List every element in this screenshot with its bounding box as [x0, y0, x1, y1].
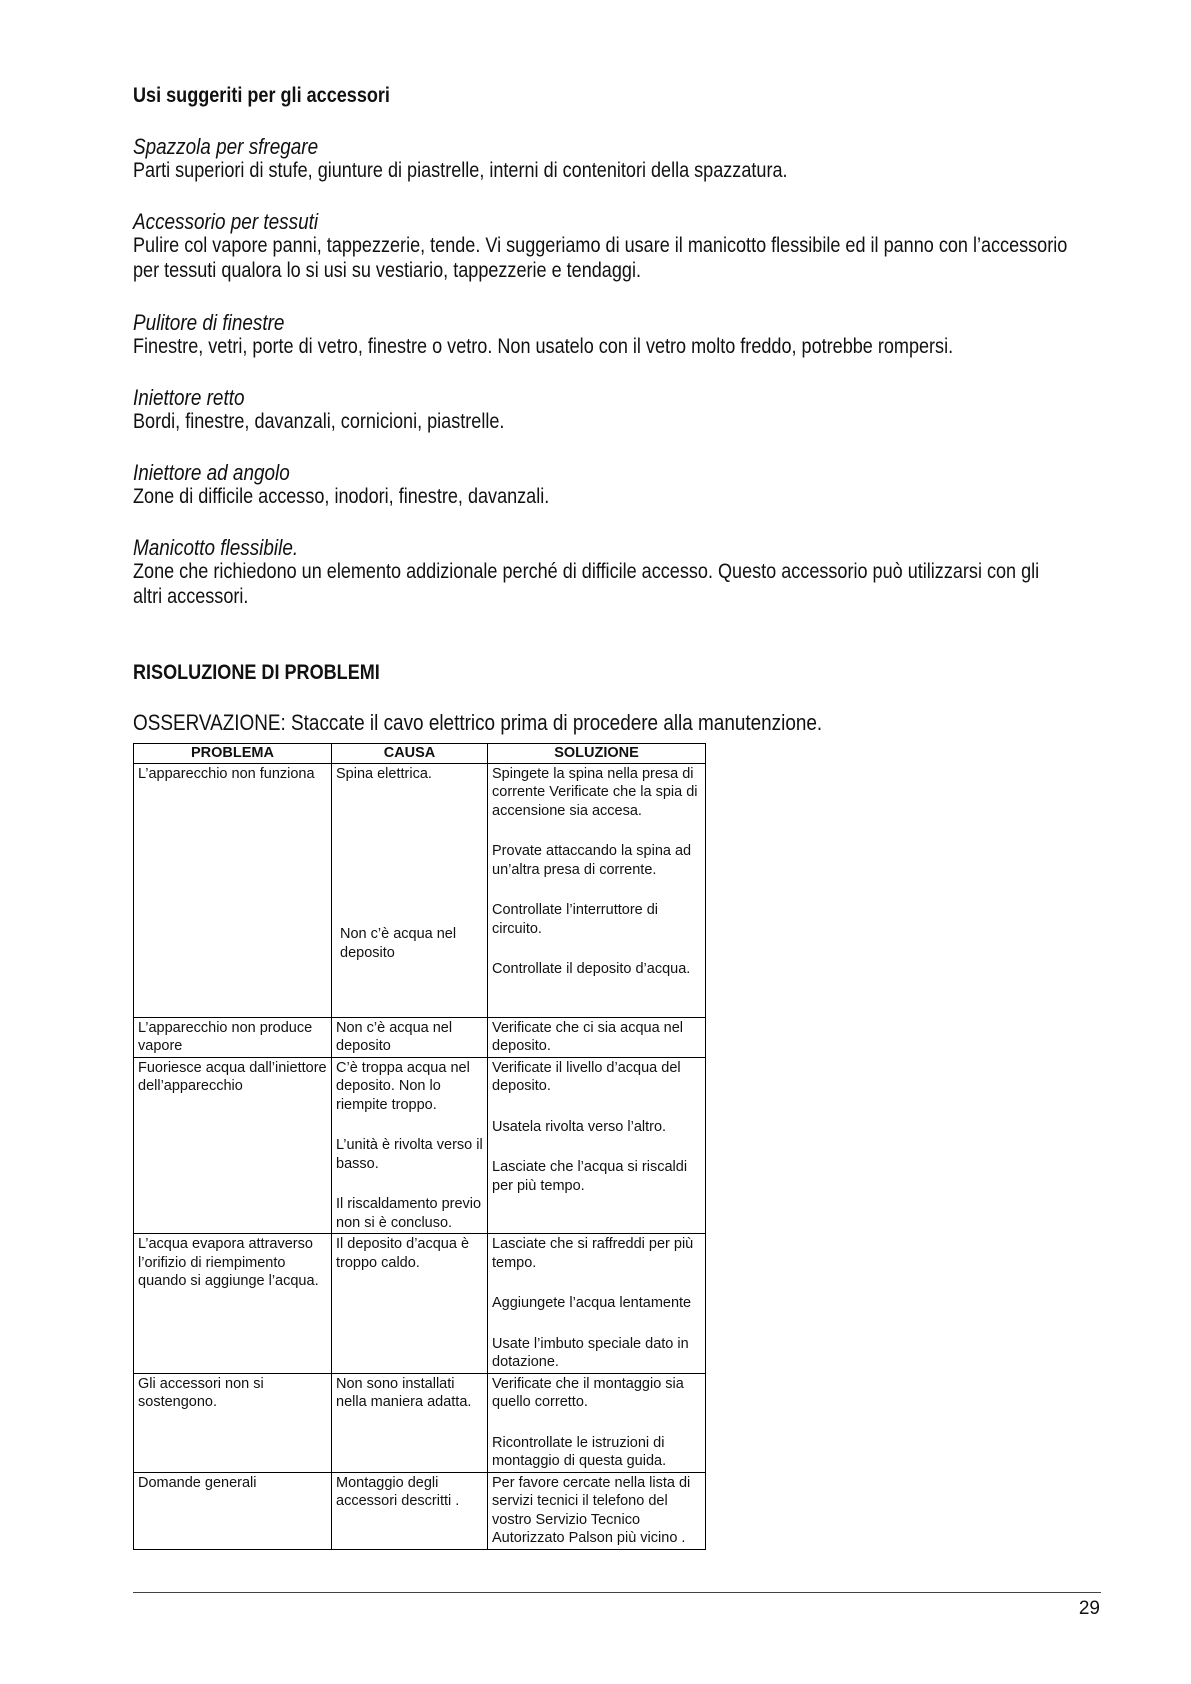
problem-cell: [134, 1234, 332, 1374]
problem-text: L’acqua evapora attraverso l’orifizio di riempimento quando si aggiunge l’acqua.: [138, 1236, 319, 1289]
problem-text: Fuoriesce acqua dall’iniettore dell’apparecchio: [138, 1059, 327, 1094]
section-body: [133, 559, 1039, 609]
solution-cell: [488, 763, 706, 1017]
footer-rule: [133, 1592, 1101, 1593]
solution-text: Spingete la spina nella presa di corrente Verificate che la spia di accensione sia accesa.: [492, 765, 698, 819]
section-line: Zone di difficile accesso, inodori, finestre, davanzali.: [133, 485, 550, 508]
header-solution: SOLUZIONE: [488, 744, 706, 764]
solution-cell: [488, 1472, 706, 1549]
cause-text: L’unità è rivolta verso il basso.: [336, 1137, 483, 1172]
table-row: [134, 1373, 706, 1472]
problem-cell: [134, 1057, 332, 1234]
cause-text: Non sono installati nella maniera adatta.: [336, 1375, 472, 1410]
table-row: [134, 763, 706, 1017]
table-row: [134, 1472, 706, 1549]
cause-text: Non c’è acqua nel deposito: [340, 926, 457, 961]
cause-cell: [332, 1373, 488, 1472]
solution-text: Aggiungete l’acqua lentamente: [492, 1295, 692, 1311]
problem-text: L’apparecchio non produce vapore: [138, 1019, 313, 1054]
problem-cell: [134, 1373, 332, 1472]
solution-cell: [488, 1373, 706, 1472]
table-row: [134, 1234, 706, 1374]
cause-text: Non c’è acqua nel deposito: [336, 1019, 453, 1054]
cause-text: C’è troppa acqua nel deposito. Non lo riempite troppo.: [336, 1059, 470, 1113]
solution-text: Verificate che il montaggio sia quello corretto.: [492, 1375, 684, 1410]
cause-text: Il riscaldamento previo non si è concluso.: [336, 1196, 482, 1231]
section-body: [133, 158, 788, 183]
problem-text: Gli accessori non si sostengono.: [138, 1375, 264, 1410]
problem-cell: [134, 763, 332, 1017]
section-title: Manicotto flessibile.: [133, 535, 299, 560]
cause-cell: [332, 763, 488, 1017]
section-title: Pulitore di finestre: [133, 310, 285, 335]
section-line: Bordi, finestre, davanzali, cornicioni, piastrelle.: [133, 410, 505, 433]
cause-cell: [332, 1234, 488, 1374]
solution-text: Per favore cercate nella lista di servizi tecnici il telefono del vostro Servizio Tecnico Autorizzato Palson più vicino .: [492, 1474, 691, 1546]
page-number: 29: [1078, 1598, 1100, 1619]
solution-text: Verificate che ci sia acqua nel deposito.: [492, 1019, 684, 1054]
section-title: Accessorio per tessuti: [133, 209, 319, 234]
solution-cell: [488, 1017, 706, 1057]
table-row: [134, 1057, 706, 1234]
problem-cell: [134, 1017, 332, 1057]
header-cause: CAUSA: [332, 744, 488, 764]
cause-text: Il deposito d’acqua è troppo caldo.: [336, 1236, 470, 1271]
troubleshooting-table: [133, 743, 706, 1550]
table-row: [134, 1017, 706, 1057]
section-title: Spazzola per sfregare: [133, 134, 319, 159]
section-title: Iniettore retto: [133, 385, 245, 410]
section-body: [133, 334, 953, 359]
solution-text: Controllate l’interruttore di circuito.: [492, 902, 659, 937]
solution-text: Usate l’imbuto speciale dato in dotazione.: [492, 1335, 689, 1370]
solution-cell: [488, 1234, 706, 1374]
section-title: Iniettore ad angolo: [133, 460, 290, 485]
problem-cell: [134, 1472, 332, 1549]
solution-text: Ricontrollate le istruzioni di montaggio di questa guida.: [492, 1434, 667, 1469]
solution-text: Controllate il deposito d’acqua.: [492, 961, 691, 977]
section-line: altri accessori.: [133, 585, 249, 608]
maintenance-note: OSSERVAZIONE: Staccate il cavo elettrico prima di procedere alla manutenzione.: [133, 710, 823, 735]
troubleshooting-heading: RISOLUZIONE DI PROBLEMI: [133, 661, 380, 684]
solution-text: Provate attaccando la spina ad un’altra presa di corrente.: [492, 843, 692, 878]
section-body: [133, 409, 504, 434]
cause-cell: [332, 1472, 488, 1549]
header-problem: PROBLEMA: [134, 744, 332, 764]
section-line: per tessuti qualora lo si usi su vestiario, tappezzerie e tendaggi.: [133, 259, 641, 282]
section-line: Zone che richiedono un elemento addizionale perché di difficile accesso. Questo accessorio può utilizzarsi con gli: [133, 560, 1040, 583]
cause-text: Montaggio degli accessori descritti .: [336, 1474, 460, 1509]
problem-text: Domande generali: [138, 1474, 257, 1491]
section-line: Finestre, vetri, porte di vetro, finestre o vetro. Non usatelo con il vetro molto freddo, potrebbe rompersi.: [133, 335, 954, 358]
solution-text: Lasciate che l’acqua si riscaldi per più tempo.: [492, 1159, 688, 1194]
problem-text: L’apparecchio non funziona: [138, 765, 315, 782]
solution-text: Verificate il livello d’acqua del deposito.: [492, 1059, 681, 1094]
section-body: [133, 484, 549, 509]
section-body: [133, 233, 1067, 283]
table-header-row: [134, 744, 706, 764]
section-line: Parti superiori di stufe, giunture di piastrelle, interni di contenitori della spazzatura.: [133, 159, 788, 182]
solution-text: Lasciate che si raffreddi per più tempo.: [492, 1236, 694, 1271]
cause-text: Spina elettrica.: [336, 765, 432, 782]
solution-text: Usatela rivolta verso l’altro.: [492, 1118, 667, 1135]
cause-cell: [332, 1057, 488, 1234]
solution-cell: [488, 1057, 706, 1234]
cause-cell: [332, 1017, 488, 1057]
section-line: Pulire col vapore panni, tappezzerie, tende. Vi suggeriamo di usare il manicotto flessibile ed il panno con l’accessorio: [133, 234, 1068, 257]
accessories-heading: Usi suggeriti per gli accessori: [133, 84, 390, 107]
